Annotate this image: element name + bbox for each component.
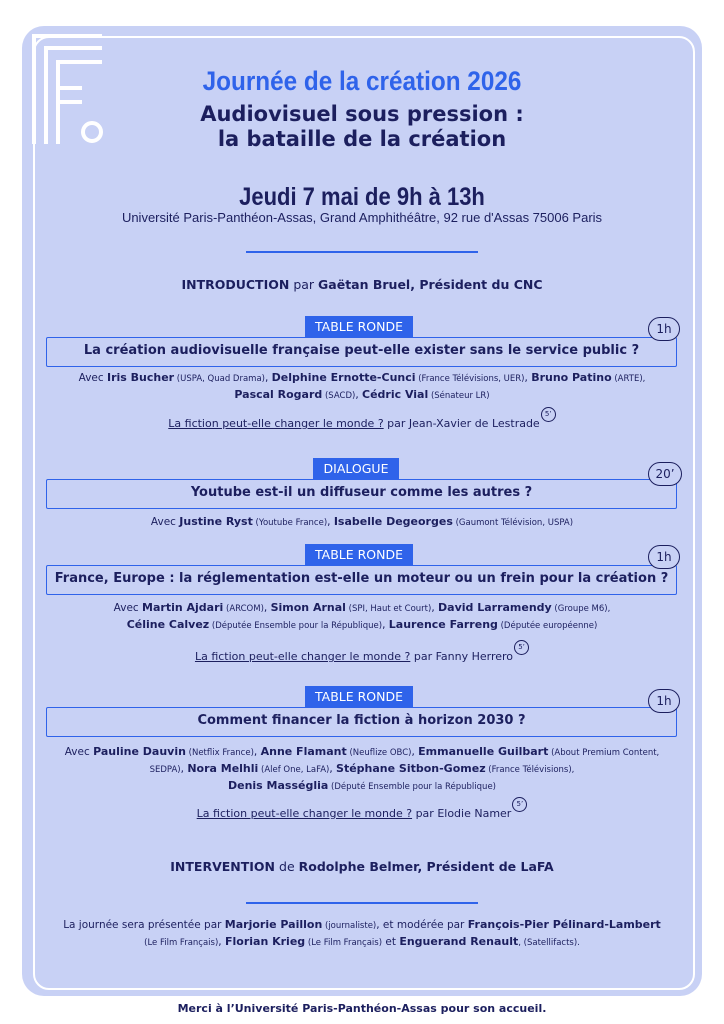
text-fragment: , [382, 619, 389, 631]
introduction-by: par [293, 277, 315, 292]
text-fragment: , [329, 763, 337, 775]
organisation-label: (About Premium Content, [548, 748, 660, 758]
session-2-question-box [46, 479, 677, 509]
session-3-question: France, Europe : la réglementation est-elle un moteur ou un frein pour la création ? [54, 571, 669, 586]
person-name: Nora Melhli [187, 762, 259, 775]
text-fragment: , [355, 389, 363, 401]
person-name: Florian Krieg [224, 935, 306, 948]
person-name: Emmanuelle Guilbart [418, 745, 549, 758]
thanks-note: Merci à l’Université Paris-Panthéon-Assas pour son accueil. [177, 1002, 547, 1015]
fiction-talk-2-speaker: Fanny Herrero [435, 650, 514, 663]
person-name: Anne Flamant [260, 745, 347, 758]
text-line [30, 761, 694, 778]
person-name: Enguerand Renault [399, 935, 519, 948]
person-name: Pauline Dauvin [93, 745, 186, 758]
text-fragment: , [263, 602, 271, 614]
text-line [30, 600, 694, 617]
organisation-label: (ARCOM) [223, 604, 264, 614]
event-subtitle [0, 102, 724, 152]
organisation-label: (Gaumont Télévision, USPA) [452, 518, 574, 528]
organisation-label: (SACD) [322, 391, 356, 401]
session-3-question-box [46, 565, 677, 595]
session-2-speakers [30, 514, 694, 531]
organisation-label: (Députée européenne) [497, 621, 598, 631]
event-date: Jeudi 7 mai de 9h à 13h [239, 183, 485, 211]
organisation-label: (USPA, Quad Drama) [174, 374, 265, 384]
fiction-talk-2-by: par [413, 650, 433, 663]
text-line [30, 617, 694, 634]
session-4-tag: TABLE RONDE [305, 686, 413, 708]
text-fragment: , [327, 516, 334, 528]
person-name: Céline Calvez [126, 618, 210, 631]
session-4-question: Comment financer la fiction à horizon 2030 ? [197, 713, 526, 728]
session-4-question-box [46, 707, 677, 737]
introduction-speaker: Gaëtan Bruel, Président du CNC [318, 277, 543, 292]
text-line [30, 370, 694, 387]
fiction-talk-3-speaker: Elodie Namer [437, 807, 512, 820]
person-name: François-Pier Pélinard-Lambert [467, 918, 661, 931]
person-name: Martin Ajdari [142, 601, 224, 614]
fiction-talk-3 [0, 800, 724, 822]
organisation-label: (Alef One, LaFA) [258, 765, 330, 775]
fiction-talk-2 [0, 643, 724, 665]
subtitle-line-1: Audiovisuel sous pression : [200, 102, 524, 126]
session-2-duration: 20’ [648, 462, 682, 486]
text-fragment: Avec [150, 516, 180, 528]
text-fragment: , [411, 746, 419, 758]
session-1-tag: TABLE RONDE [305, 316, 413, 338]
organisation-label: SEDPA) [149, 765, 181, 775]
intervention-by: de [279, 859, 295, 874]
organisation-label: (Sénateur LR) [428, 391, 490, 401]
organisation-label: (journaliste) [322, 921, 377, 931]
organisation-label: (France Télévisions), [485, 765, 575, 775]
fiction-talk-2-duration: 5’ [514, 640, 529, 655]
text-fragment: , [524, 372, 532, 384]
session-3-duration: 1h [648, 545, 680, 569]
organisation-label: (Groupe M6), [551, 604, 611, 614]
person-name: Isabelle Degeorges [333, 515, 453, 528]
introduction-label: INTRODUCTION [181, 277, 290, 292]
organisation-label: (ARTE), [611, 374, 646, 384]
text-fragment: Avec [113, 602, 143, 614]
person-name: Justine Ryst [179, 515, 253, 528]
organisation-label: (Député Ensemble pour la République) [328, 782, 496, 792]
organisation-label: (Députée Ensemble pour la République) [209, 621, 383, 631]
fiction-talk-3-by: par [415, 807, 434, 820]
intervention-label: INTERVENTION [170, 859, 276, 874]
person-name: Simon Arnal [270, 601, 346, 614]
session-2-question: Youtube est-il un diffuseur comme les autres ? [190, 485, 533, 500]
fiction-talk-1-title: La fiction peut-elle changer le monde ? [168, 417, 384, 430]
organisation-label: (Neuflize OBC) [346, 748, 412, 758]
subtitle-line-2: la bataille de la création [217, 127, 507, 151]
fiction-talk-1-speaker: Jean-Xavier de Lestrade [408, 417, 540, 430]
text-fragment: et [382, 936, 400, 948]
event-title: Journée de la création 2026 [202, 66, 522, 96]
event-venue: Université Paris-Panthéon-Assas, Grand Amphithéâtre, 92 rue d'Assas 75006 Paris [121, 210, 603, 225]
intervention-line [0, 859, 724, 874]
introduction-line [0, 277, 724, 292]
organisation-label: (Youtube France) [252, 518, 328, 528]
session-4-speakers [30, 744, 694, 795]
fiction-talk-1-duration: 5’ [541, 407, 556, 422]
person-name: Marjorie Paillon [224, 918, 323, 931]
fiction-talk-2-title: La fiction peut-elle changer le monde ? [194, 650, 411, 663]
text-line [30, 514, 694, 531]
text-fragment: , [180, 763, 188, 775]
text-line [30, 744, 694, 761]
person-name: Pascal Rogard [234, 388, 323, 401]
organisation-label: , (Satellifacts). [518, 938, 580, 948]
person-name: Delphine Ernotte-Cunci [271, 371, 416, 384]
text-line [30, 387, 694, 404]
session-1-question-box [46, 337, 677, 367]
text-fragment: Avec [64, 746, 94, 758]
person-name: Laurence Farreng [388, 618, 498, 631]
session-1-speakers [30, 370, 694, 404]
person-name: Cédric Vial [362, 388, 429, 401]
organisation-label: (Netflix France) [185, 748, 254, 758]
text-fragment: , [264, 372, 272, 384]
person-name: Iris Bucher [106, 371, 175, 384]
text-fragment: , et modérée par [376, 919, 468, 931]
session-1-duration: 1h [648, 317, 680, 341]
organisation-label: (Le Film Français) [144, 938, 219, 948]
person-name: Stéphane Sitbon-Gomez [336, 762, 486, 775]
text-fragment: , [431, 602, 439, 614]
person-name: Denis Masséglia [227, 779, 329, 792]
person-name: Bruno Patino [531, 371, 612, 384]
organisation-label: (France Télévisions, UER) [415, 374, 525, 384]
text-fragment: La journée sera présentée par [63, 919, 225, 931]
organisation-label: (SPI, Haut et Court) [345, 604, 432, 614]
fiction-talk-1-by: par [387, 417, 406, 430]
fiction-talk-3-duration: 5’ [512, 797, 527, 812]
text-line [0, 934, 724, 951]
person-name: David Larramendy [438, 601, 552, 614]
session-1-question: La création audiovisuelle française peut-elle exister sans le service public ? [83, 343, 640, 358]
presenters-note [0, 917, 724, 951]
session-4-duration: 1h [648, 689, 680, 713]
separator [246, 251, 478, 253]
text-fragment: Avec [78, 372, 107, 384]
text-line [30, 778, 694, 795]
session-2-tag: DIALOGUE [313, 458, 399, 480]
text-line [0, 917, 724, 934]
fiction-talk-1 [0, 410, 724, 432]
organisation-label: (Le Film Français) [305, 938, 383, 948]
text-fragment: , [253, 746, 261, 758]
intervention-speaker: Rodolphe Belmer, Président de LaFA [298, 859, 554, 874]
fiction-talk-3-title: La fiction peut-elle changer le monde ? [196, 807, 413, 820]
poster-inner-frame [33, 36, 695, 990]
separator-bottom [246, 902, 478, 904]
session-3-speakers [30, 600, 694, 634]
text-fragment: , [218, 936, 225, 948]
session-3-tag: TABLE RONDE [305, 544, 413, 566]
